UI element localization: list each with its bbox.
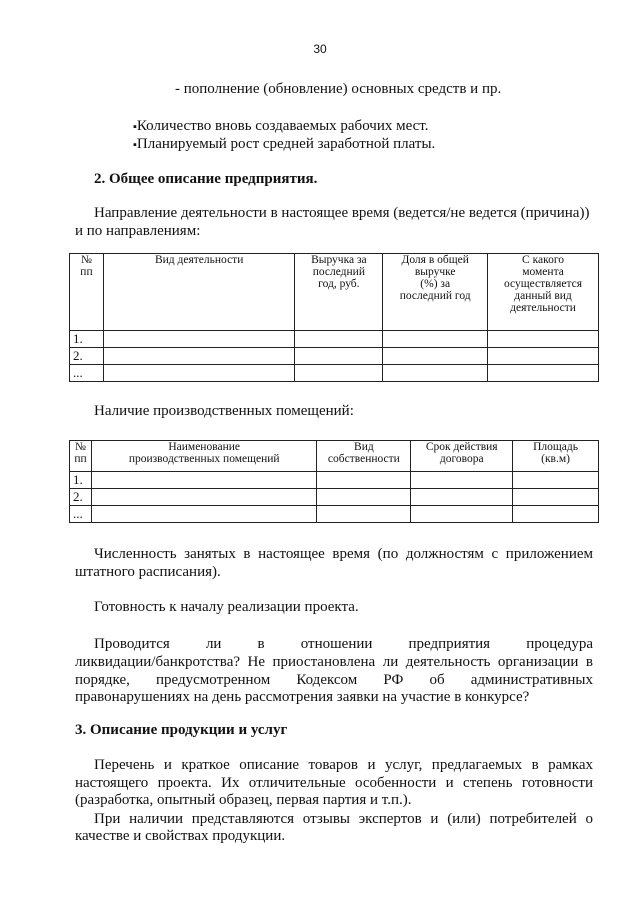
table-cell: [383, 331, 488, 348]
table-row: [70, 489, 599, 506]
table-cell: [513, 472, 599, 489]
premises-label: Наличие производственных помещений:: [94, 403, 354, 419]
table-cell: [103, 331, 295, 348]
table-row: [70, 365, 599, 382]
reviews-text-line-2: качестве и свойствах продукции.: [75, 828, 286, 844]
table-cell: [488, 365, 599, 382]
column-header: Вид собственности: [317, 441, 411, 472]
table-header-row: [70, 254, 599, 331]
products-text-line-2: настоящего проекта. Их отличительные особенности и степень готовности: [75, 775, 593, 791]
products-text-line-1: Перечень и краткое описание товаров и услуг, предлагаемых в рамках: [94, 757, 593, 773]
staff-text-line-1: Численность занятых в настоящее время (по должностям с приложением: [94, 546, 593, 562]
column-header: Доля в общей выручке (%) за последний год: [383, 254, 488, 331]
table-cell: [103, 348, 295, 365]
liquidation-text-line-2: ликвидации/банкротства? Не приостановлена ли деятельность организации в: [75, 654, 593, 670]
table-cell: [488, 348, 599, 365]
column-header: Наименование производственных помещений: [91, 441, 316, 472]
table-header-row: [70, 441, 599, 472]
page-number: 30: [313, 42, 327, 56]
table-cell: [295, 348, 383, 365]
table-cell: [317, 506, 411, 523]
table-cell: [91, 489, 316, 506]
column-header: Площадь (кв.м): [513, 441, 599, 472]
table-row: [70, 331, 599, 348]
readiness-text: Готовность к началу реализации проекта.: [94, 599, 359, 615]
products-text-line-3: (разработка, опытный образец, первая партия и т.п.).: [75, 792, 412, 808]
row-number: ...: [70, 365, 104, 382]
staff-text-line-2: штатного расписания).: [75, 564, 221, 580]
table-cell: [513, 489, 599, 506]
direction-text-line-1: Направление деятельности в настоящее время (ведется/не ведется (причина)): [94, 205, 590, 221]
table-cell: [383, 348, 488, 365]
liquidation-text-line-3: порядке, предусмотренном Кодексом РФ об административных: [75, 672, 593, 688]
premises-table: [69, 440, 599, 523]
activity-table: [69, 253, 599, 382]
column-header: Выручка за последний год, руб.: [295, 254, 383, 331]
table-cell: [488, 331, 599, 348]
column-header: № пп: [70, 441, 92, 472]
table-cell: [295, 365, 383, 382]
liquidation-text-line-1: Проводится ли в отношении предприятия процедура: [94, 636, 593, 652]
table-cell: [103, 365, 295, 382]
table-cell: [411, 472, 513, 489]
bullet-item: [133, 118, 428, 135]
table-cell: [317, 489, 411, 506]
table-cell: [383, 365, 488, 382]
table-cell: [411, 489, 513, 506]
table-row: [70, 472, 599, 489]
row-number: 2.: [70, 348, 104, 365]
table-cell: [295, 331, 383, 348]
liquidation-text-line-4: правонарушениях на день рассмотрения заявки на участие в конкурсе?: [75, 689, 530, 705]
column-header: Вид деятельности: [103, 254, 295, 331]
table-cell: [91, 506, 316, 523]
bullet-text: Планируемый рост средней заработной платы.: [136, 136, 436, 152]
row-number: ...: [70, 506, 92, 523]
row-number: 1.: [70, 331, 104, 348]
table-row: [70, 506, 599, 523]
column-header: № пп: [70, 254, 104, 331]
column-header: Срок действия договора: [411, 441, 513, 472]
table-cell: [317, 472, 411, 489]
bullet-text: Количество вновь создаваемых рабочих мест.: [136, 118, 429, 134]
section-2-heading: 2. Общее описание предприятия.: [94, 171, 318, 187]
text-dash-item: - пополнение (обновление) основных средств и пр.: [175, 81, 502, 97]
table-row: [70, 348, 599, 365]
table-cell: [91, 472, 316, 489]
table-cell: [513, 506, 599, 523]
row-number: 1.: [70, 472, 92, 489]
direction-text-line-2: и по направлениям:: [75, 223, 201, 239]
reviews-text-line-1: При наличии представляются отзывы экспертов и (или) потребителей о: [94, 811, 593, 827]
column-header: С какого момента осуществляется данный вид деятельности: [488, 254, 599, 331]
bullet-item: [133, 136, 435, 153]
table-cell: [411, 506, 513, 523]
section-3-heading: 3. Описание продукции и услуг: [75, 722, 288, 738]
row-number: 2.: [70, 489, 92, 506]
